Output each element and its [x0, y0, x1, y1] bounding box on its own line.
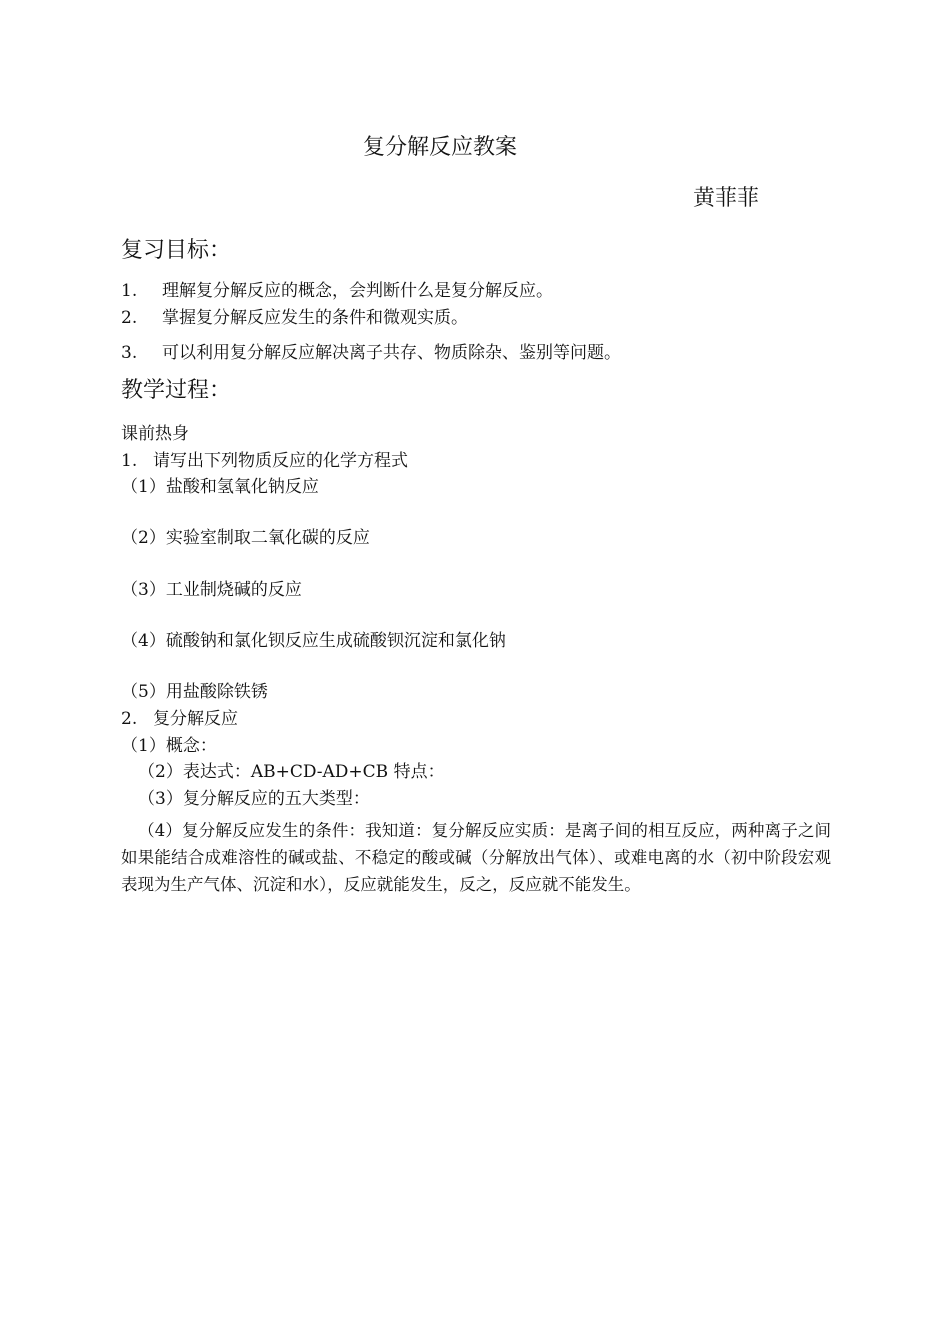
objective-text: 理解复分解反应的概念，会判断什么是复分解反应。 — [162, 281, 553, 301]
objective-text: 掌握复分解反应发生的条件和微观实质。 — [162, 308, 468, 328]
objective-number: 1. — [121, 281, 138, 301]
concept-item: （1）概念： — [121, 736, 217, 756]
objective-text: 可以利用复分解反应解决离子共存、物质除杂、鉴别等问题。 — [162, 343, 621, 363]
question-number: 2. — [121, 709, 138, 729]
reaction-item: （4）硫酸钠和氯化钡反应生成硫酸钡沉淀和氯化钠 — [121, 631, 506, 651]
document-author: 黄菲菲 — [693, 186, 760, 211]
question-text: 复分解反应 — [153, 709, 238, 729]
objective-number: 2. — [121, 308, 138, 328]
condition-text: （4）复分解反应发生的条件：我知道：复分解反应实质：是离子间的相互反应，两种离子之间如果能结合成难溶性的碱或盐、不稳定的酸或碱（分解放出气体）、或难电离的水（初中阶段宏观表现为生产气体、沉淀和水），反应就能发生，反之，反应就不能发生。 — [121, 821, 831, 894]
condition-paragraph — [121, 817, 831, 898]
warmup-label: 课前热身 — [121, 424, 189, 444]
reaction-item: （5）用盐酸除铁锈 — [121, 682, 268, 702]
question-1 — [121, 453, 408, 470]
objective-number: 3. — [121, 343, 138, 363]
types-item: （3）复分解反应的五大类型： — [138, 789, 370, 809]
objective-item — [121, 310, 468, 327]
reaction-item: （1）盐酸和氢氧化钠反应 — [121, 477, 319, 497]
reaction-item: （3）工业制烧碱的反应 — [121, 580, 302, 600]
objectives-heading: 复习目标： — [121, 238, 232, 263]
reaction-item: （2）实验室制取二氧化碳的反应 — [121, 528, 370, 548]
process-heading: 教学过程： — [121, 378, 232, 403]
document-title: 复分解反应教案 — [362, 135, 517, 160]
objective-item — [121, 345, 621, 362]
expression-item: （2）表达式：AB+CD-AD+CB 特点： — [138, 762, 445, 782]
objective-item — [121, 283, 553, 300]
question-number: 1. — [121, 451, 138, 471]
question-text: 请写出下列物质反应的化学方程式 — [153, 451, 408, 471]
question-2 — [121, 711, 238, 728]
